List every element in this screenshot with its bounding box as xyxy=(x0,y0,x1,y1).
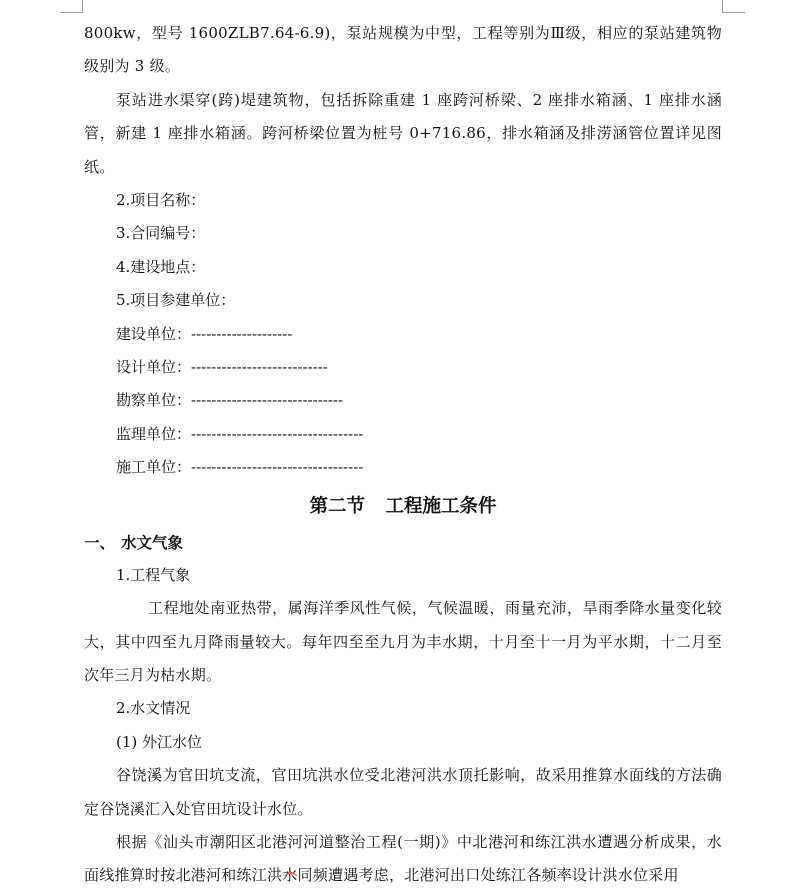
item-contract-number: 3.合同编号： xyxy=(116,224,206,243)
unit-row-supervisor xyxy=(84,418,722,451)
heading-number: 一、 xyxy=(84,533,116,552)
paragraph-pump-station-scale: 800kw，型号 1600ZLB7.64-6.9)，泵站规模为中型，工程等别为Ⅲ级，相应的泵站建筑物级别为 3 级。 xyxy=(84,24,722,76)
ink-mark xyxy=(284,872,298,882)
unit-label: 勘察单位： xyxy=(116,391,192,410)
subheading-engineering-weather: 1.工程气象 xyxy=(116,565,191,584)
paragraph-hydrology-2: 根据《汕头市潮阳区北港河河道整治工程(一期)》中北港河和练江洪水遭遇分析成果，水面线推算时按北港河和练江洪水同频遭遇考虑，北港河出口处练江各频率设计洪水位采用 xyxy=(84,832,722,885)
unit-label: 建设单位： xyxy=(116,324,192,343)
unit-row-contractor xyxy=(84,451,722,484)
subheading-hydrology: 2.水文情况 xyxy=(116,699,191,718)
unit-blank: ------------------------------ xyxy=(191,391,344,410)
unit-blank: ---------------------------------- xyxy=(191,458,364,477)
heading-hydrology-meteorology xyxy=(84,527,722,559)
paragraph-embankment-structures: 泵站进水渠穿(跨)堤建筑物，包括拆除重建 1 座跨河桥梁、2 座排水箱涵、1 座排水涵管，新建 1 座排水箱涵。跨河桥梁位置为桩号 0+716.86，排水箱涵及排涝涵管位置详见图纸。 xyxy=(84,90,722,176)
paragraph-weather: 工程地处南亚热带，属海洋季风性气候，气候温暖，雨量充沛，旱雨季降水量变化较大，其中四至九月降雨量较大。每年四至至九月为丰水期，十月至十一月为平水期，十二月至次年三月为枯水期。 xyxy=(84,599,722,684)
item-construction-location: 4.建设地点： xyxy=(116,257,206,276)
unit-blank: ---------------------------------- xyxy=(191,424,364,443)
unit-row-designer xyxy=(84,351,722,384)
subheading-outer-river-level: (1) 外江水位 xyxy=(116,732,203,751)
unit-blank: -------------------- xyxy=(191,324,293,343)
section-title: 第二节 工程施工条件 xyxy=(309,495,497,517)
item-participating-units: 5.项目参建单位： xyxy=(116,291,236,310)
unit-label: 监理单位： xyxy=(116,424,192,443)
page-corner-mark-left xyxy=(60,0,83,13)
page-corner-mark-right xyxy=(722,0,745,13)
document-page xyxy=(84,17,722,893)
unit-label: 施工单位： xyxy=(116,458,192,477)
paragraph-hydrology-1: 谷饶溪为官田坑支流，官田坑洪水位受北港河洪水顶托影响，故采用推算水面线的方法确定谷饶溪汇入处官田坑设计水位。 xyxy=(84,766,722,818)
item-project-name: 2.项目名称： xyxy=(116,191,206,210)
unit-blank: --------------------------- xyxy=(191,358,328,377)
heading-text: 水文气象 xyxy=(121,533,184,552)
unit-row-owner xyxy=(84,318,722,351)
unit-label: 设计单位： xyxy=(116,358,192,377)
unit-row-surveyor xyxy=(84,384,722,417)
